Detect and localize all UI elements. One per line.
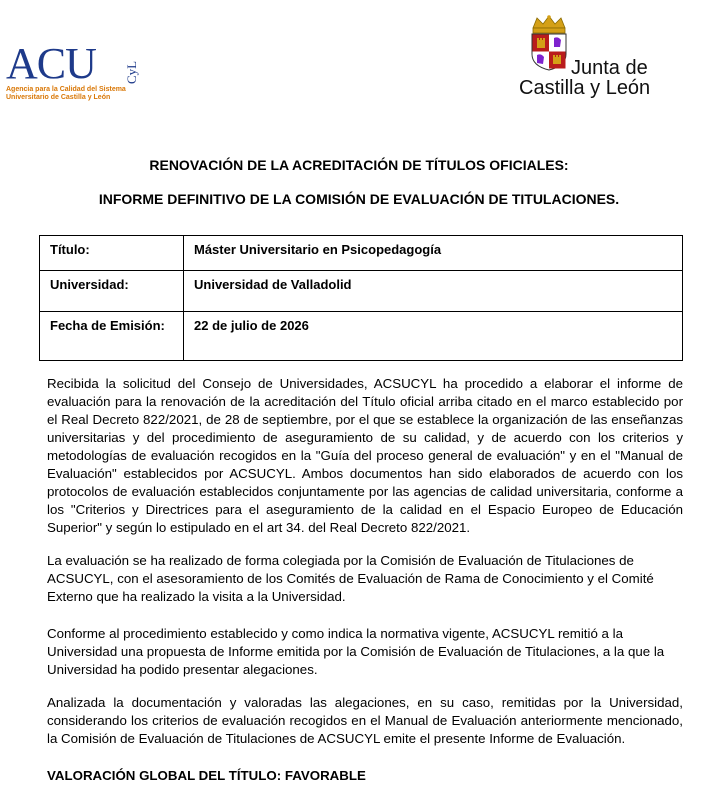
body-paragraph: La evaluación se ha realizado de forma colegiada por la Comisión de Evaluación de Titulaciones de ACSUCYL, con el asesoramiento de los Comités de Evaluación de Rama de Conocimiento y el Comité Externo que ha realizado la visita a la Universidad. bbox=[47, 553, 654, 604]
global-assessment: VALORACIÓN GLOBAL DEL TÍTULO: FAVORABLE bbox=[47, 768, 366, 783]
acsucyl-logo-wordmark: ACU bbox=[6, 39, 96, 88]
report-title-line2: INFORME DEFINITIVO DE LA COMISIÓN DE EVALUACIÓN DE TITULACIONES. bbox=[98, 191, 620, 207]
info-label-fecha: Fecha de Emisión: bbox=[40, 312, 184, 361]
body-paragraph: Conforme al procedimiento establecido y como indica la normativa vigente, ACSUCYL remitió a la Universidad una propuesta de Informe emitida por la Comisión de Evaluación de Titulaciones, a la que la Universidad ha podido presentar alegaciones. bbox=[47, 626, 665, 677]
table-row bbox=[40, 271, 683, 312]
junta-logo-line2: Castilla y León bbox=[519, 77, 651, 99]
degree-info-table bbox=[39, 235, 683, 361]
acsucyl-caption-line1: Agencia para la Calidad del Sistema bbox=[6, 86, 126, 93]
acsucyl-logo-cyl: CyL bbox=[124, 60, 139, 84]
info-label-titulo: Título: bbox=[40, 236, 184, 271]
info-value-fecha: 22 de julio de 2026 bbox=[184, 312, 683, 361]
body-paragraph: Recibida la solicitud del Consejo de Universidades, ACSUCYL ha procedido a elaborar el informe de evaluación para la renovación de la acreditación del Título oficial arriba citado en el marco establecido por el Real Decreto 822/2021, de 28 de septiembre, por el que se establece la organización de las enseñanzas universitarias y del procedimiento de aseguramiento de su calidad, y de acuerdo con los criterios y metodologías de evaluación recogidos en la "Guía del proceso general de evaluación" y en el "Manual de Evaluación" establecidos por ACSUCYL. Ambos documentos han sido elaborados de acuerdo con los protocolos de evaluación establecidos conjuntamente por las agencias de calidad universitaria, conforme a los "Criterios y Directrices para el aseguramiento de la calidad en el Espacio Europeo de Educación Superior" y según lo estipulado en el art 34. del Real Decreto 822/2021. bbox=[47, 376, 683, 535]
info-value-universidad: Universidad de Valladolid bbox=[184, 271, 683, 312]
acsucyl-logo-caption bbox=[6, 86, 126, 102]
table-row bbox=[40, 236, 683, 271]
acsucyl-caption-line2: Universitario de Castilla y León bbox=[6, 94, 111, 101]
table-row bbox=[40, 312, 683, 361]
report-title-line1: RENOVACIÓN DE LA ACREDITACIÓN DE TÍTULOS OFICIALES: bbox=[149, 157, 569, 173]
junta-logo-line1: Junta de bbox=[571, 57, 648, 79]
junta-logo-text bbox=[519, 58, 650, 98]
info-value-titulo: Máster Universitario en Psicopedagogía bbox=[184, 236, 683, 271]
body-paragraph: Analizada la documentación y valoradas las alegaciones, en su caso, remitidas por la Universidad, considerando los criterios de evaluación recogidos en el Manual de Evaluación anteriormente mencionado, la Comisión de Evaluación de Titulaciones de ACSUCYL emite el presente Informe de Evaluación. bbox=[47, 695, 683, 746]
junta-castilla-leon-logo bbox=[517, 14, 687, 104]
acsucyl-logo bbox=[6, 39, 156, 102]
info-label-universidad: Universidad: bbox=[40, 271, 184, 312]
